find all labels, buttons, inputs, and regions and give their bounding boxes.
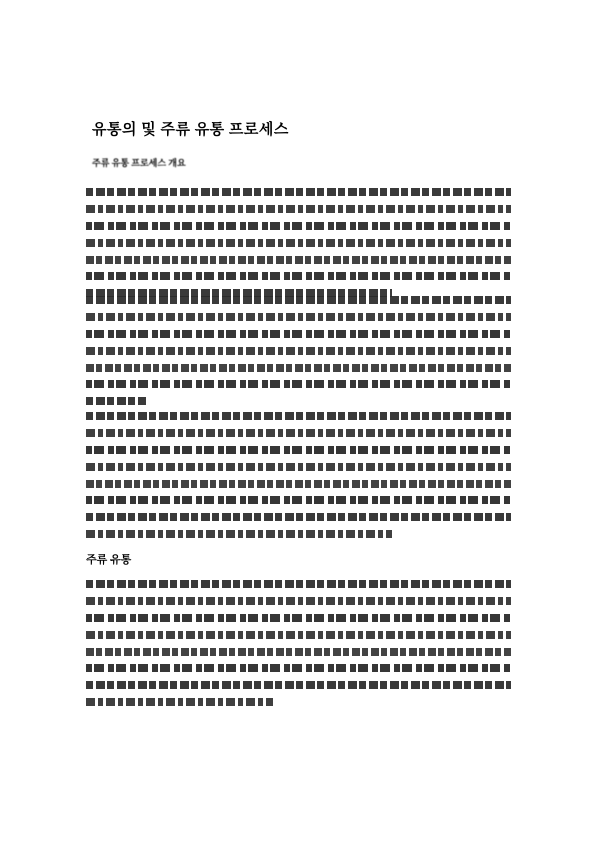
text-line [86,513,511,521]
text-line [86,614,511,622]
text-line [86,496,511,504]
text-line [86,446,511,454]
paragraph-4 [86,580,511,715]
paragraph-2 [86,296,511,414]
text-line [86,698,273,706]
text-line [86,648,511,656]
text-line [86,239,511,247]
text-line [86,530,392,538]
text-line [86,364,511,372]
section-heading: 주류 유통 [86,554,132,566]
document-subtitle: 주류 유통 프로세스 개요 [92,158,186,168]
text-line [86,188,511,196]
document-title: 유통의 및 주류 유통 프로세스 [92,122,289,138]
text-line [86,380,511,388]
text-line [86,597,511,605]
text-line [86,412,511,420]
text-line [86,397,146,405]
text-line [86,429,511,437]
text-line [86,480,511,488]
text-line [86,580,511,588]
text-line [86,313,511,321]
text-line [86,463,511,471]
text-line [86,681,511,689]
text-line [86,347,511,355]
text-line [86,256,511,264]
text-line [86,205,511,213]
paragraph-3 [86,412,511,547]
paragraph-1 [86,188,511,306]
text-line [86,631,511,639]
text-line [86,272,511,280]
text-line [86,296,511,304]
text-line [86,222,511,230]
text-line [86,664,511,672]
text-line [86,330,511,338]
